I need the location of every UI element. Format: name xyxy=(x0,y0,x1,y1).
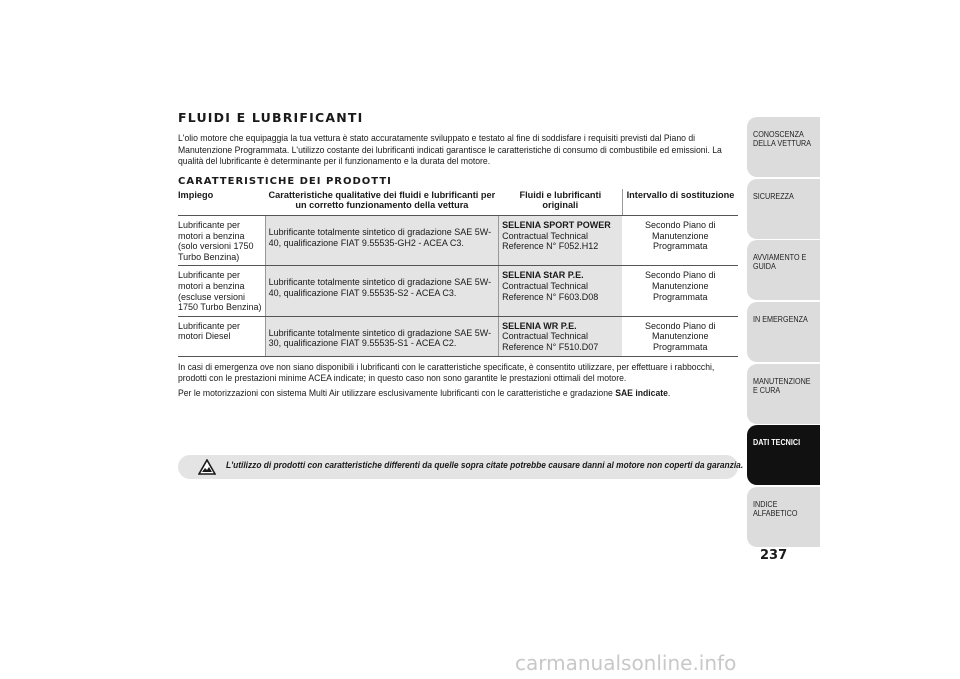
product-name: SELENIA SPORT POWER xyxy=(502,219,611,230)
section-title: CARATTERISTICHE DEI PRODOTTI xyxy=(178,175,392,187)
tab-conoscenza-della-vettura[interactable] xyxy=(747,117,820,177)
cell-interval: Secondo Piano di Manutenzione Programmata xyxy=(622,316,738,356)
multiair-note-text: Per le motorizzazioni con sistema Multi Air utilizzare esclusivamente lubrificanti con le caratteristiche e gradazione xyxy=(178,386,616,398)
product-reference-line1: Contractual Technical xyxy=(502,280,589,291)
tab-dati-tecnici[interactable] xyxy=(747,425,820,485)
product-reference-line1: Contractual Technical xyxy=(502,230,589,241)
product-reference-line2: Reference N° F052.H12 xyxy=(502,241,599,252)
header-interval: Intervallo di sostituzione xyxy=(622,189,738,216)
page-number: 237 xyxy=(760,548,788,563)
cell-spec: Lubrificante totalmente sintetico di gradazione SAE 5W-40, qualificazione FIAT 9.55535-GH2 - ACEA C3. xyxy=(265,215,498,265)
product-name: SELENIA WR P.E. xyxy=(502,320,577,331)
product-reference-line2: Reference N° F510.D07 xyxy=(502,341,599,352)
cell-spec: Lubrificante totalmente sintetico di gradazione SAE 5W-40, qualificazione FIAT 9.55535-S2 - ACEA C3. xyxy=(265,266,498,316)
product-name: SELENIA StAR P.E. xyxy=(502,270,584,281)
cell-use: Lubrificante per motori a benzina (escluse versioni 1750 Turbo Benzina) xyxy=(178,266,265,316)
tab-avviamento-e-guida[interactable] xyxy=(747,240,820,300)
header-original-fluids: Fluidi e lubrificanti originali xyxy=(499,189,623,216)
table-row xyxy=(178,266,738,316)
cell-product xyxy=(499,266,623,316)
emergency-note: In casi di emergenza ove non siano disponibili i lubrificanti con le caratteristiche specificate, è consentito utilizzare, per effettuare i rabbocchi, prodotti con le prestazioni minime ACEA indicate; in questo caso non sono garantite le prestazioni ottimali del motore. xyxy=(178,360,715,384)
page-content xyxy=(178,110,738,398)
tab-label: CONOSCENZA DELLA VETTURA xyxy=(753,130,812,148)
tab-label: AVVIAMENTO E GUIDA xyxy=(753,253,807,272)
multiair-note xyxy=(178,387,737,399)
tab-in-emergenza[interactable] xyxy=(747,302,820,362)
multiair-note-end: . xyxy=(667,386,671,398)
tab-sicurezza[interactable] xyxy=(747,179,820,239)
multiair-note-bold: SAE indicate xyxy=(615,386,668,398)
tab-label: DATI TECNICI xyxy=(753,438,801,448)
product-reference-line1: Contractual Technical xyxy=(502,331,589,342)
page-title: FLUIDI E LUBRIFICANTI xyxy=(178,110,364,125)
chapter-tabs xyxy=(747,117,820,549)
header-characteristics: Caratteristiche qualitative dei fluidi e lubrificanti per un corretto funzionamento della vettura xyxy=(265,189,498,216)
watermark: carmanualsonline.info xyxy=(515,651,737,675)
tab-label: SICUREZZA xyxy=(753,191,794,201)
cell-use: Lubrificante per motori a benzina (solo versioni 1750 Turbo Benzina) xyxy=(178,215,265,265)
table-header-row xyxy=(178,189,738,216)
tab-manutenzione-e-cura[interactable] xyxy=(747,364,820,424)
intro-paragraph: L'olio motore che equipaggia la tua vettura è stato accuratamente sviluppato e testato al fine di soddisfare i requisiti previsti dal Piano di Manutenzione Programmata. L'utilizzo costante dei lubrificanti indicati garantisce le caratteristiche di consumo di combustibile ed emissioni. La qualità del lubrificante è determinante per il funzionamento e la durata del motore. xyxy=(178,132,722,167)
cell-use: Lubrificante per motori Diesel xyxy=(178,316,265,356)
tab-label: MANUTENZIONE E CURA xyxy=(753,376,811,395)
cell-product xyxy=(499,316,623,356)
cell-product xyxy=(499,215,623,265)
cell-spec: Lubrificante totalmente sintetico di gradazione SAE 5W-30, qualificazione FIAT 9.55535-S1 - ACEA C2. xyxy=(265,316,498,356)
cell-interval: Secondo Piano di Manutenzione Programmata xyxy=(622,266,738,316)
warning-text: L'utilizzo di prodotti con caratteristiche differenti da quelle sopra citate potrebbe causare danni al motore non coperti da garanzia. xyxy=(226,460,744,470)
tab-label: IN EMERGENZA xyxy=(753,315,808,325)
table-row xyxy=(178,316,738,356)
header-use: Impiego xyxy=(178,189,265,216)
table-row xyxy=(178,215,738,265)
tab-label: INDICE ALFABETICO xyxy=(753,500,798,519)
lubricants-table xyxy=(178,189,738,357)
warning-box xyxy=(178,455,744,479)
warning-triangle-icon xyxy=(198,459,216,475)
tab-indice-alfabetico[interactable] xyxy=(747,487,820,547)
product-reference-line2: Reference N° F603.D08 xyxy=(502,291,599,302)
cell-interval: Secondo Piano di Manutenzione Programmata xyxy=(622,215,738,265)
